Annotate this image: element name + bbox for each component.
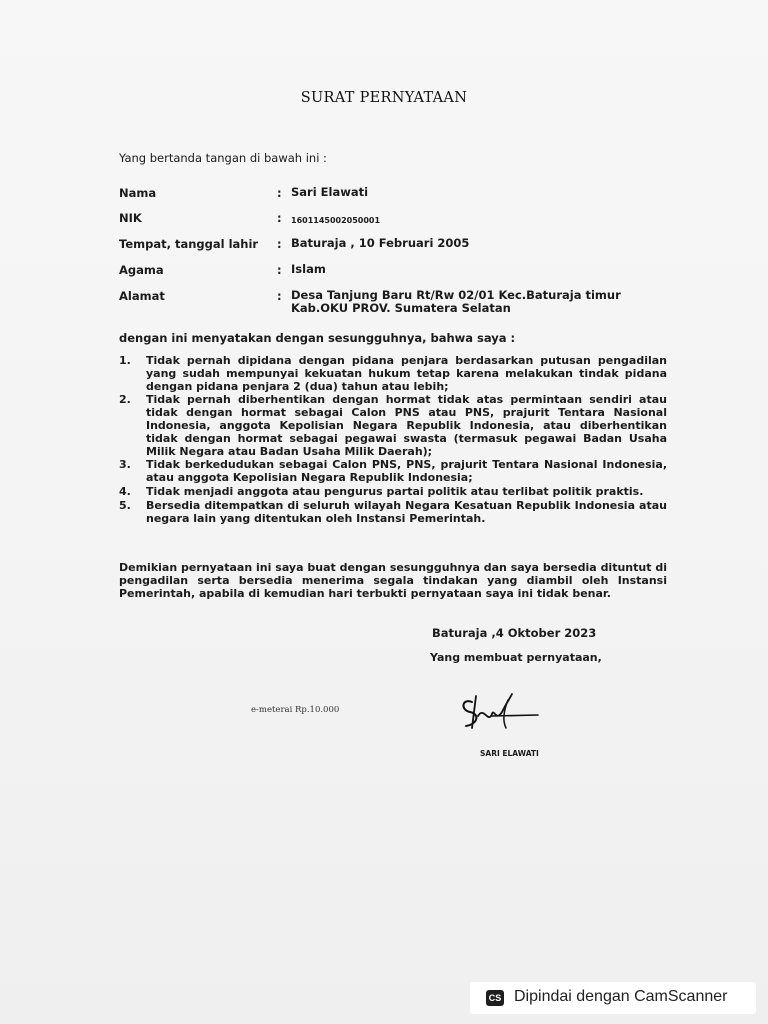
- item-number: 4.: [119, 484, 131, 498]
- signer-name: SARI ELAWATI: [480, 749, 539, 758]
- item-number: 1.: [119, 354, 131, 367]
- identity-colon: :: [277, 289, 282, 303]
- list-item: [119, 486, 667, 499]
- camscanner-watermark: [470, 982, 756, 1014]
- identity-label: Nama: [119, 186, 157, 200]
- handwritten-signature: [458, 688, 542, 734]
- identity-label: Alamat: [119, 289, 165, 303]
- identity-colon: :: [277, 186, 282, 200]
- list-item: [119, 459, 667, 485]
- camscanner-text: Dipindai dengan CamScanner: [514, 988, 728, 1005]
- intro-text: Yang bertanda tangan di bawah ini :: [119, 151, 327, 165]
- maker-label: Yang membuat pernyataan,: [430, 651, 602, 664]
- identity-colon: :: [277, 263, 282, 277]
- identity-value: Desa Tanjung Baru Rt/Rw 02/01 Kec.Baturaja timur Kab.OKU PROV. Sumatera Selatan: [291, 288, 621, 315]
- statement-list: [119, 355, 667, 526]
- identity-label: NIK: [119, 211, 142, 225]
- closing-paragraph: Demikian pernyataan ini saya buat dengan sesungguhnya dan saya bersedia dituntut di pengadilan serta bersedia menerima segala tindakan yang diambil oleh Instansi Pemerintah, apabila di kemudian hari terbukti pernyataan saya ini tidak benar.: [119, 561, 667, 600]
- identity-label: Tempat, tanggal lahir: [119, 237, 259, 251]
- e-meterai-label: e-meterai Rp.10.000: [251, 705, 340, 715]
- identity-label: Agama: [119, 263, 164, 277]
- item-number: 2.: [119, 393, 131, 407]
- identity-colon: :: [277, 211, 282, 225]
- identity-value: 1601145002050001: [291, 216, 381, 225]
- item-text: Tidak menjadi anggota atau pengurus partai politik atau terlibat politik praktis.: [146, 484, 644, 498]
- place-date: Baturaja ,4 Oktober 2023: [432, 626, 597, 640]
- camscanner-logo-icon: CS: [486, 990, 504, 1006]
- identity-value: Islam: [291, 262, 326, 276]
- item-number: 3.: [119, 458, 131, 472]
- identity-value: Baturaja , 10 Februari 2005: [291, 236, 470, 250]
- item-text: Tidak pernah dipidana dengan pidana penjara berdasarkan putusan pengadilan yang sudah mempunyai kekuatan hukum tetap karena melakukan tindak pidana dengan pidana penjara 2 (dua) tahun atau lebih;: [146, 354, 667, 393]
- item-text: Bersedia ditempatkan di seluruh wilayah Negara Kesatuan Republik Indonesia atau negara lain yang ditentukan oleh Instansi Pemerintah.: [146, 498, 667, 525]
- list-item: [119, 394, 667, 458]
- item-text: Tidak pernah diberhentikan dengan hormat tidak atas permintaan sendiri atau tidak dengan hormat sebagai Calon PNS atau PNS, prajurit Tentara Nasional Indonesia, anggota Kepolisian Negara Republik Indonesia, atau diberhentikan tidak dengan hormat sebagai pegawai swasta (termasuk pegawai Badan Usaha Milik Negara atau Badan Usaha Milik Daerah);: [146, 393, 667, 458]
- statement-intro: dengan ini menyatakan dengan sesungguhnya, bahwa saya :: [119, 331, 516, 345]
- item-number: 5.: [119, 498, 131, 512]
- identity-value: Sari Elawati: [291, 185, 369, 199]
- document-title: SURAT PERNYATAAN: [300, 90, 468, 106]
- list-item: [119, 500, 667, 526]
- list-item: [119, 355, 667, 393]
- identity-colon: :: [277, 237, 282, 251]
- item-text: Tidak berkedudukan sebagai Calon PNS, PNS, prajurit Tentara Nasional Indonesia, atau anggota Kepolisian Negara Republik Indonesia;: [146, 458, 667, 485]
